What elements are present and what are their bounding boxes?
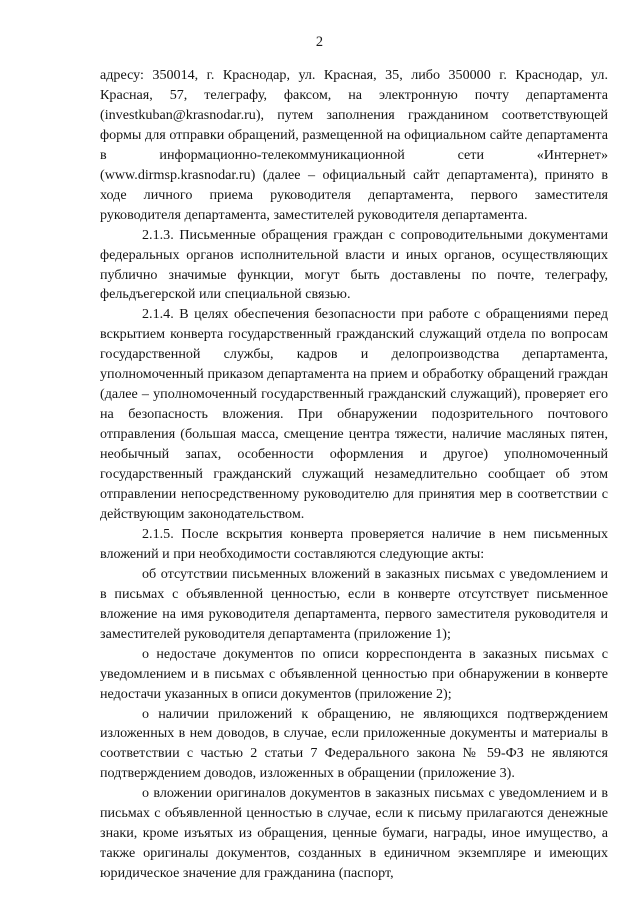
paragraph-continuation: адресу: 350014, г. Краснодар, ул. Красная, 35, либо 350000 г. Краснодар, ул. Красная, 57, телеграфу, факсом, на электронную почту департамента (investkuban@krasnodar.ru), путем заполнения гражданином соответствующей формы для отправки обращений, размещенной на официальном сайте департамента в информационно-телекоммуникационной сети «Интернет» (www.dirmsp.krasnodar.ru) (далее – официальный сайт департамента), принято в ходе личного приема руководителя департамента, первого заместителя руководителя департамента, заместителей руководителя департамента. <box>100 67 608 223</box>
paragraph-2-1-3: 2.1.3. Письменные обращения граждан с сопроводительными документами федеральных органов исполнительной власти и иных органов, осуществляющих публично значимые функции, могут быть доставлены по почте, телеграфу, фельдъегерской или специальной связью. <box>100 226 608 303</box>
paragraph-act-attachments: о наличии приложений к обращению, не являющихся подтверждением изложенных в нем доводов, в случае, если приложенные документы и материалы в соответствии с частью 2 статьи 7 Федерального закона № 59-ФЗ не являются подтверждением доводов, изложенных в обращении (приложение 3). <box>100 705 608 782</box>
paragraph-act-no-enclosures: об отсутствии письменных вложений в заказных письмах с уведомлением и в письмах с объявленной ценностью, если в конверте отсутствует письменное вложение на имя руководителя департамента, первого заместителя руководителя и заместителей руководителя департамента (приложение 1); <box>100 565 608 642</box>
paragraph-act-originals: о вложении оригиналов документов в заказных письмах с уведомлением и в письмах с объявленной ценностью в случае, если к письму прилагаются денежные знаки, кроме изъятых из обращения, ценные бумаги, награды, иное имущество, а также оригиналы документов, созданных в единичном экземпляре и имеющих юридическое значение для гражданина (паспорт, <box>100 785 608 882</box>
paragraph-2-1-5: 2.1.5. После вскрытия конверта проверяется наличие в нем письменных вложений и при необходимости составляются следующие акты: <box>100 525 608 562</box>
document-body <box>100 66 608 884</box>
page-number: 2 <box>315 34 324 50</box>
paragraph-act-shortage: о недостаче документов по описи корреспондента в заказных письмах с уведомлением и в письмах с объявленной ценностью при обнаружении в конверте недостачи указанных в описи документов (приложение 2); <box>100 645 608 702</box>
paragraph-2-1-4: 2.1.4. В целях обеспечения безопасности при работе с обращениями перед вскрытием конверта государственный гражданский служащий отдела по вопросам государственной службы, кадров и делопроизводства департамента, уполномоченный приказом департамента на прием и обработку обращений граждан (далее – уполномоченный государственный гражданский служащий), проверяет его на безопасность вложения. При обнаружении подозрительного почтового отправления (большая масса, смещение центра тяжести, наличие масляных пятен, необычный запах, особенности оформления и другое) уполномоченный государственный гражданский служащий незамедлительно сообщает об этом отправлении непосредственному руководителю для принятия мер в соответствии с действующим законодательством. <box>100 306 608 522</box>
